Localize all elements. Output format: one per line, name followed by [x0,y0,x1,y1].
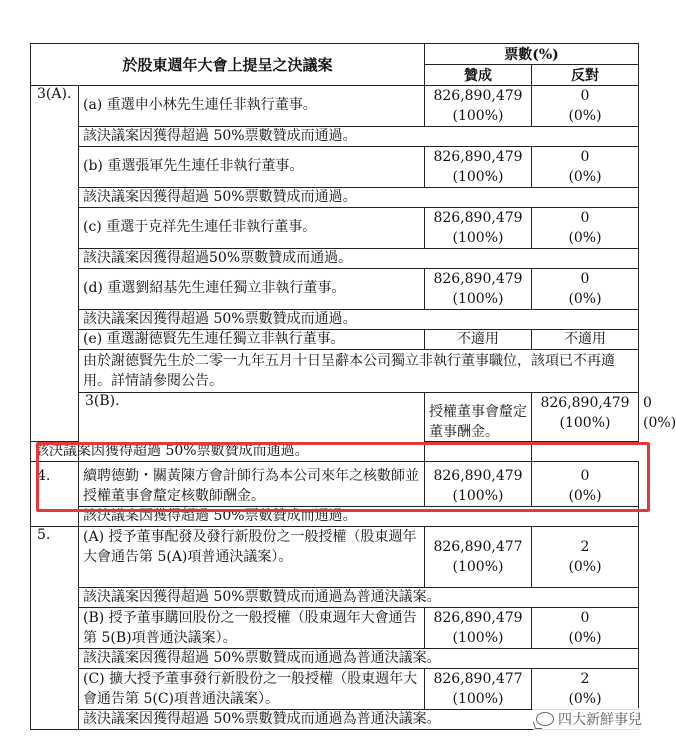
resolution-number: 3(A). [31,86,79,442]
resolution-text: 續聘德勤・關黃陳方會計師行為本公司來年之核數師並授權董事會釐定核數師酬金。 [79,462,425,507]
wechat-icon [536,712,554,726]
votes-for: 826,890,479 (100%) [425,608,532,649]
table-row [31,527,639,588]
header-votes: 票數(%) [425,44,639,65]
resolution-note: 該決議案因獲得超過 50%票數贊成而通過。 [79,127,639,147]
resolution-text: (e) 重選謝德賢先生連任獨立非執行董事。 [79,330,425,350]
resolution-text: (A) 授予董事配發及發行新股份之一般授權（股東週年大會通告第 5(A)項普通決議案）。 [79,527,425,588]
table-row [31,86,639,127]
resolutions-table [30,43,676,730]
table-row [31,669,639,710]
table-row: 3(B). 授權董事會釐定董事酬金。 826,890,479 (100%) 0 (0%) [31,393,639,442]
votes-against: 2 (0%) [532,527,639,588]
watermark-text: 四大新鮮事兒 [558,712,642,728]
resolution-text: 授權董事會釐定董事酬金。 [425,393,532,442]
resolution-note: 該決議案因獲得超過 50%票數贊成而通過為普通決議案。 [79,649,639,669]
table-row [31,269,639,310]
votes-against: 不適用 [532,330,639,350]
votes-for: 不適用 [425,330,532,350]
header-for: 贊成 [425,65,532,86]
resolution-note: 該決議案因獲得超過50%票數贊成而通過。 [79,249,639,269]
table-row [31,147,639,188]
resolution-note: 該決議案因獲得超過 50%票數贊成而通過為普通決議案。 [79,588,639,608]
resolution-text: (a) 重選申小林先生連任非執行董事。 [79,86,425,127]
resolution-text: (C) 擴大授予董事發行新股份之一般授權（股東週年大會通告第 5(C)項普通決議案）。 [79,669,425,710]
table-row [31,330,639,350]
resolution-text: (c) 重選于克祥先生連任非執行董事。 [79,208,425,249]
votes-for: 826,890,479 (100%) [425,269,532,310]
resolution-number: 4. [31,462,79,527]
resolution-note: 該決議案因獲得超過 50%票數贊成而通過。 [31,442,532,462]
watermark [532,708,646,730]
votes-against: 0 (0%) [532,147,639,188]
votes-against: 0 (0%) [532,269,639,310]
resolution-note: 該決議案因獲得超過 50%票數贊成而通過為普通決議案。 [79,710,639,730]
votes-against: 0 (0%) [532,462,639,507]
resolution-note: 該決議案因獲得超過 50%票數贊成而通過。 [79,310,639,330]
table-row [31,608,639,649]
header-against: 反對 [532,65,639,86]
resolution-number: 3(B). [79,393,425,462]
votes-against: 2 (0%) [532,669,639,710]
votes-for: 826,890,479 (100%) [425,147,532,188]
votes-against: 0 (0%) [532,608,639,649]
votes-for: 826,890,477 (100%) [425,669,532,710]
resolution-note: 由於謝德賢先生於二零一九年五月十日呈辭本公司獨立非執行董事職位，該項已不再適用。詳情請參閱公告。 [79,350,639,393]
resolution-text: (B) 授予董事購回股份之一般授權（股東週年大會通告第 5(B)項普通決議案）。 [79,608,425,649]
resolution-note: 該決議案因獲得超過 50%票數贊成而通過。 [79,188,639,208]
votes-for: 826,890,477 (100%) [425,527,532,588]
resolution-number: 5. [31,527,79,730]
header-title: 於股東週年大會上提呈之決議案 [31,44,425,86]
votes-for: 826,890,479 (100%) [532,393,639,442]
resolution-note: 該決議案因獲得超過 50%票數贊成而通過。 [79,507,639,527]
votes-against: 0 (0%) [532,86,639,127]
resolution-text: (d) 重選劉紹基先生連任獨立非執行董事。 [79,269,425,310]
table-row [31,208,639,249]
votes-for: 826,890,479 (100%) [425,208,532,249]
highlight-box [36,442,650,512]
votes-for: 826,890,479 (100%) [425,462,532,507]
resolution-text: (b) 重選張軍先生連任非執行董事。 [79,147,425,188]
votes-against: 0 (0%) [532,208,639,249]
votes-for: 826,890,479 (100%) [425,86,532,127]
